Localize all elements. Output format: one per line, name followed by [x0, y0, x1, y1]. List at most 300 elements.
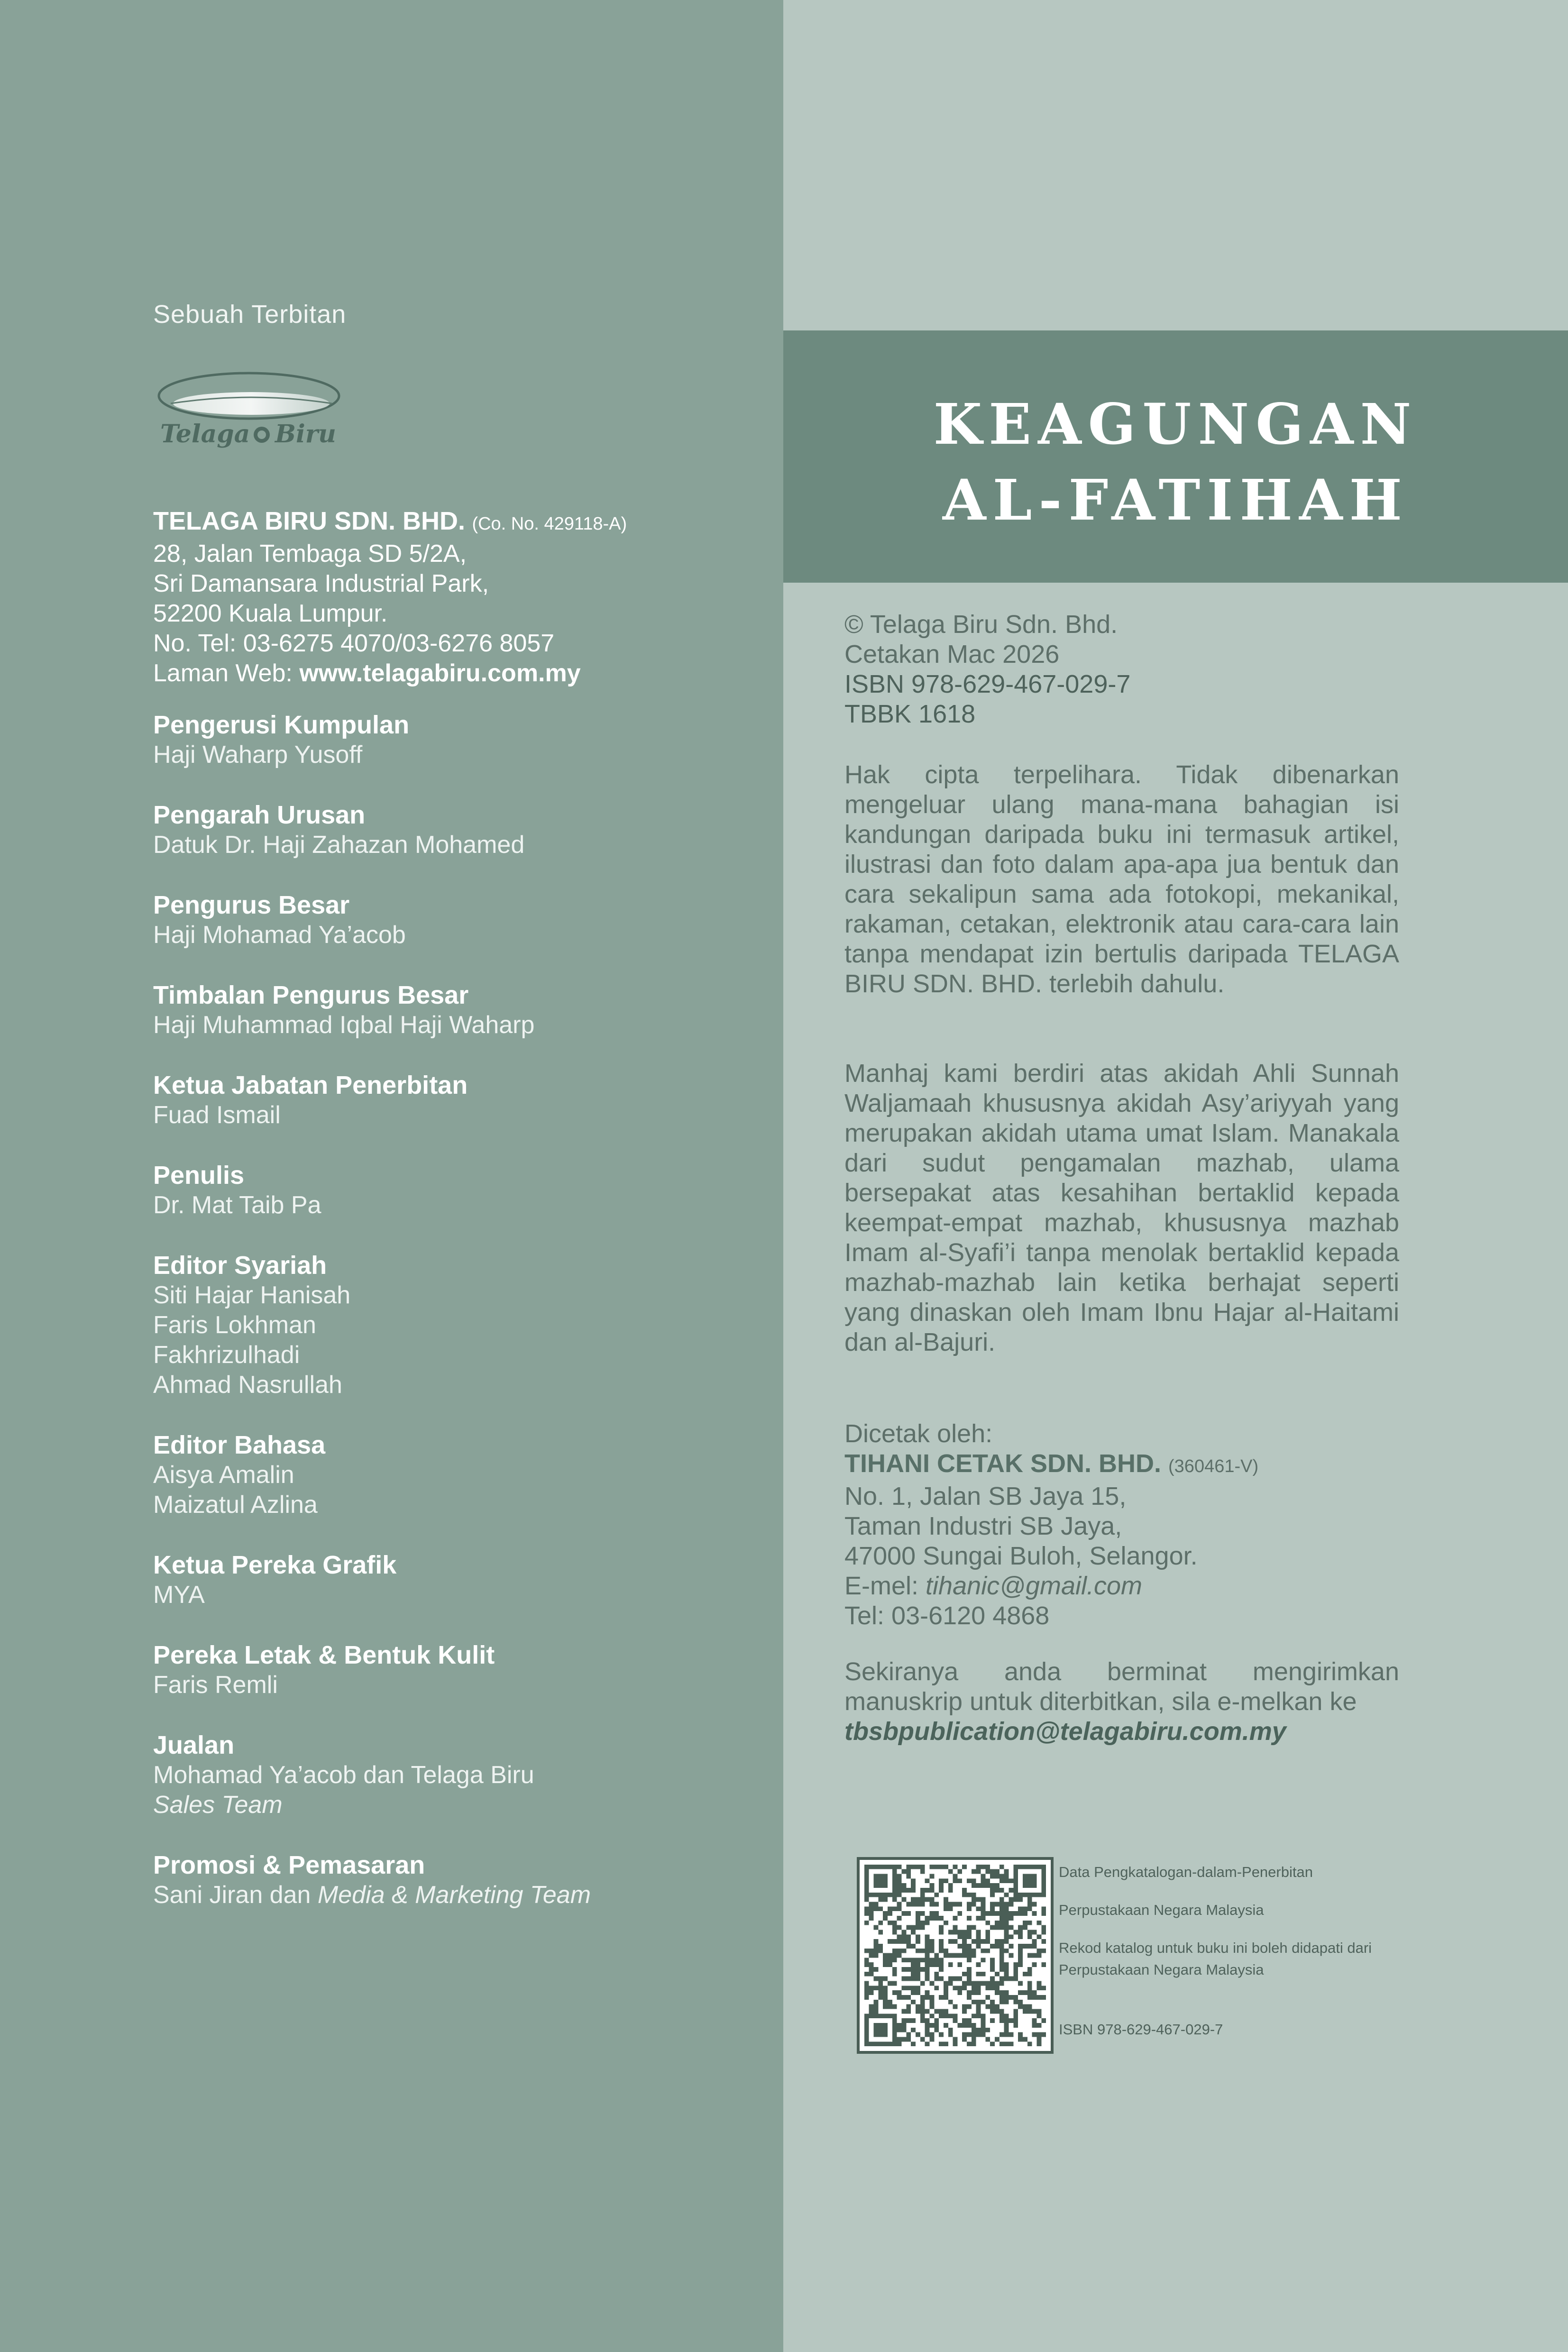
qr-module [906, 1986, 911, 1990]
qr-module [1013, 1930, 1018, 1934]
qr-module [897, 2028, 902, 2032]
qr-module [925, 1958, 930, 1962]
qr-module [976, 1990, 981, 1995]
qr-module [976, 2000, 981, 2004]
qr-module [883, 1962, 888, 1967]
qr-module [1027, 1930, 1032, 1934]
qr-module [972, 2032, 976, 2037]
qr-module [1041, 1878, 1046, 1883]
qr-module [1037, 1995, 1042, 2000]
qr-module [1018, 1953, 1023, 1958]
qr-module [911, 1883, 916, 1888]
qr-module [972, 1897, 976, 1902]
qr-module [939, 2032, 944, 2037]
qr-module [906, 1902, 911, 1906]
credit-role: Ketua Jabatan Penerbitan [153, 1071, 468, 1099]
qr-module [1018, 1911, 1023, 1916]
qr-module [1004, 1934, 1009, 1939]
qr-module [916, 1897, 920, 1902]
qr-module [878, 2028, 883, 2032]
qr-module [929, 1995, 934, 2000]
qr-module [999, 1953, 1004, 1958]
qr-module [944, 1953, 948, 1958]
qr-module [916, 1925, 920, 1930]
qr-module [916, 1958, 920, 1962]
printer-address-line: Taman Industri SB Jaya, [844, 1512, 1122, 1540]
qr-module [892, 2023, 897, 2028]
credit-entry [153, 1161, 760, 1220]
qr-module [1032, 1939, 1037, 1944]
qr-module [925, 1962, 930, 1967]
qr-module [897, 1990, 902, 1995]
qr-module [901, 1977, 906, 1981]
qr-module [972, 1939, 976, 1944]
qr-module [916, 2032, 920, 2037]
qr-module [873, 1977, 878, 1981]
qr-module [925, 1916, 930, 1921]
qr-module [911, 2028, 916, 2032]
qr-module [911, 1897, 916, 1902]
qr-module [1013, 1878, 1018, 1883]
qr-module [1023, 1911, 1027, 1916]
qr-module [944, 1906, 948, 1911]
credit-person: Ahmad Nasrullah [153, 1371, 342, 1399]
qr-module [873, 1967, 878, 1972]
qr-module [985, 1986, 990, 1990]
address-line: Sri Damansara Industrial Park, [153, 570, 489, 597]
qr-module [948, 2028, 953, 2032]
qr-module [957, 1962, 962, 1967]
printer-block [844, 1419, 1399, 1631]
qr-module [1041, 1874, 1046, 1878]
qr-module [873, 2041, 878, 2046]
qr-module [1027, 1906, 1032, 1911]
qr-module [1004, 1949, 1009, 1953]
qr-module [1009, 2032, 1014, 2037]
credit-entry [153, 1550, 760, 1610]
qr-module [1004, 1878, 1009, 1883]
qr-module [888, 1911, 892, 1916]
qr-module [892, 1906, 897, 1911]
qr-module [1027, 1893, 1032, 1897]
qr-module [995, 1883, 999, 1888]
credit-entry [153, 1251, 760, 1400]
qr-module [934, 2018, 939, 2023]
qr-module [1041, 1986, 1046, 1990]
qr-module [972, 2041, 976, 2046]
credit-role: Promosi & Pemasaran [153, 1851, 425, 1879]
qr-module [892, 1939, 897, 1944]
qr-module [883, 2013, 888, 2018]
qr-module [901, 1949, 906, 1953]
qr-module [906, 1977, 911, 1981]
qr-module [916, 1911, 920, 1916]
qr-module [1037, 2037, 1042, 2042]
qr-module [934, 2023, 939, 2028]
qr-module [999, 1878, 1004, 1883]
qr-module [929, 1865, 934, 1869]
qr-module [934, 1958, 939, 1962]
qr-module [1041, 2018, 1046, 2023]
qr-module [901, 1930, 906, 1934]
qr-module [944, 2009, 948, 2014]
qr-module [888, 2000, 892, 2004]
qr-module [976, 1916, 981, 1921]
qr-module [967, 1972, 972, 1977]
qr-module [1027, 1934, 1032, 1939]
credit-role: Ketua Pereka Grafik [153, 1551, 397, 1579]
qr-module [967, 1893, 972, 1897]
qr-module [883, 1865, 888, 1869]
qr-module [990, 1883, 995, 1888]
qr-module [1009, 1911, 1014, 1916]
qr-module [897, 2023, 902, 2028]
qr-module [1013, 1888, 1018, 1893]
qr-module [985, 1949, 990, 1953]
qr-module [897, 1878, 902, 1883]
qr-module [953, 1953, 958, 1958]
qr-module [864, 2028, 869, 2032]
cip-record-note: Rekod katalog untuk buku ini boleh didapati dari Perpustakaan Negara Malaysia [1059, 1940, 1372, 1978]
tbbk-line: TBBK 1618 [844, 700, 976, 728]
qr-module [901, 2018, 906, 2023]
qr-module [911, 1944, 916, 1949]
qr-module [934, 2009, 939, 2014]
qr-module [1023, 1944, 1027, 1949]
qr-module [990, 2000, 995, 2004]
credit-entry [153, 1730, 760, 1820]
qr-module [892, 1897, 897, 1902]
qr-module [999, 1939, 1004, 1944]
credit-person: Faris Remli [153, 1671, 278, 1699]
qr-module [1004, 1995, 1009, 2000]
qr-module [999, 1902, 1004, 1906]
qr-module [934, 1893, 939, 1897]
qr-module [999, 1865, 1004, 1869]
qr-module [864, 1986, 869, 1990]
qr-module [869, 1949, 874, 1953]
qr-module [1037, 1921, 1042, 1925]
qr-module [995, 1986, 999, 1990]
qr-module [1027, 1972, 1032, 1977]
left-panel [0, 0, 783, 2352]
qr-module [864, 1949, 869, 1953]
qr-module [972, 2013, 976, 2018]
qr-module [962, 2032, 967, 2037]
qr-module [878, 1878, 883, 1883]
qr-module [981, 1897, 986, 1902]
qr-module [1018, 2037, 1023, 2042]
qr-module [920, 1925, 925, 1930]
qr-module [953, 1916, 958, 1921]
qr-module [981, 1981, 986, 1986]
qr-module [1004, 1967, 1009, 1972]
qr-module [883, 1874, 888, 1878]
qr-module [999, 1990, 1004, 1995]
qr-module [925, 2023, 930, 2028]
credit-person: Haji Muhammad Iqbal Haji Waharp [153, 1011, 535, 1039]
qr-module [906, 2032, 911, 2037]
qr-module [1027, 1986, 1032, 1990]
qr-module [888, 1958, 892, 1962]
qr-module [864, 1962, 869, 1967]
qr-module [948, 2000, 953, 2004]
qr-module [981, 1911, 986, 1916]
qr-module [999, 1916, 1004, 1921]
qr-module [864, 2032, 869, 2037]
qr-module [967, 2004, 972, 2009]
credit-entry [153, 890, 760, 950]
qr-module [906, 2009, 911, 2014]
qr-module [929, 1962, 934, 1967]
qr-module [1013, 2018, 1018, 2023]
credit-person: Haji Waharp Yusoff [153, 741, 363, 769]
qr-module [1018, 1865, 1023, 1869]
printer-label: Dicetak oleh: [844, 1419, 993, 1448]
qr-module [981, 2013, 986, 2018]
qr-module [1013, 1977, 1018, 1981]
qr-module [878, 1930, 883, 1934]
qr-module [1032, 1995, 1037, 2000]
qr-module [1018, 1958, 1023, 1962]
qr-module [1004, 2000, 1009, 2004]
qr-module [878, 1921, 883, 1925]
qr-module [929, 2037, 934, 2042]
qr-module [962, 2009, 967, 2014]
qr-module [1023, 1874, 1027, 1878]
qr-module [999, 2009, 1004, 2014]
qr-module [1018, 1934, 1023, 1939]
printer-email[interactable]: tihanic@gmail.com [926, 1572, 1143, 1600]
qr-module [1041, 1865, 1046, 1869]
qr-module [967, 1990, 972, 1995]
qr-module [883, 2028, 888, 2032]
qr-module [864, 2023, 869, 2028]
qr-module [892, 1967, 897, 1972]
credit-entry [153, 980, 760, 1040]
qr-module [985, 1995, 990, 2000]
publisher-details [153, 506, 760, 688]
qr-module [999, 1906, 1004, 1911]
qr-module [1032, 1944, 1037, 1949]
qr-module [995, 1939, 999, 1944]
qr-module [1027, 1902, 1032, 1906]
qr-module [995, 1888, 999, 1893]
qr-module [878, 2023, 883, 2028]
qr-module [869, 1972, 874, 1977]
printer-address-line: No. 1, Jalan SB Jaya 15, [844, 1482, 1127, 1510]
credit-role: Pengarah Urusan [153, 801, 366, 829]
qr-module [953, 1925, 958, 1930]
qr-module [967, 1944, 972, 1949]
copyright-block [844, 610, 1399, 729]
qr-module [939, 1967, 944, 1972]
qr-module [892, 2013, 897, 2018]
qr-module [1013, 2023, 1018, 2028]
qr-module [1023, 1865, 1027, 1869]
qr-module [948, 1902, 953, 1906]
qr-module [920, 1967, 925, 1972]
qr-module [869, 2004, 874, 2009]
qr-module [1004, 1911, 1009, 1916]
qr-module [1013, 1897, 1018, 1902]
qr-module [957, 2023, 962, 2028]
qr-module [878, 1874, 883, 1878]
qr-module [906, 1925, 911, 1930]
qr-module [892, 2041, 897, 2046]
qr-module [939, 2041, 944, 2046]
qr-module [925, 1888, 930, 1893]
qr-module [976, 1934, 981, 1939]
qr-module [892, 1878, 897, 1883]
qr-module [906, 1944, 911, 1949]
qr-module [948, 1981, 953, 1986]
qr-module [999, 1944, 1004, 1949]
qr-module [948, 1939, 953, 1944]
submission-email[interactable]: tbsbpublication@telagabiru.com.my [844, 1717, 1286, 1746]
qr-module [934, 1911, 939, 1916]
qr-module [944, 1865, 948, 1869]
qr-module [878, 2013, 883, 2018]
qr-module [901, 1995, 906, 2000]
qr-module [999, 1967, 1004, 1972]
qr-module [873, 1925, 878, 1930]
qr-module [929, 2000, 934, 2004]
qr-module [953, 1865, 958, 1869]
credit-role: Jualan [153, 1731, 235, 1759]
qr-module [995, 1925, 999, 1930]
qr-module [897, 1925, 902, 1930]
qr-module [990, 1977, 995, 1981]
qr-module [939, 1888, 944, 1893]
qr-module [972, 1925, 976, 1930]
qr-module [929, 1874, 934, 1878]
credits-list [153, 710, 760, 1940]
qr-module [1037, 1981, 1042, 1986]
qr-module [878, 2041, 883, 2046]
qr-module [957, 1944, 962, 1949]
qr-module [939, 1865, 944, 1869]
qr-module [944, 1897, 948, 1902]
qr-module [925, 1972, 930, 1977]
qr-module [1018, 1962, 1023, 1967]
qr-module [1018, 1906, 1023, 1911]
qr-module [911, 1902, 916, 1906]
qr-module [1032, 1874, 1037, 1878]
qr-module [906, 1995, 911, 2000]
qr-module [967, 1930, 972, 1934]
qr-module [976, 1986, 981, 1990]
qr-module [929, 2032, 934, 2037]
qr-module [962, 1893, 967, 1897]
qr-module [967, 1949, 972, 1953]
qr-module [972, 2037, 976, 2042]
qr-module [892, 2032, 897, 2037]
qr-module [1009, 1977, 1014, 1981]
qr-module [925, 1949, 930, 1953]
qr-module [967, 1981, 972, 1986]
qr-module [981, 2018, 986, 2023]
credit-entry [153, 1071, 760, 1130]
qr-module [1009, 1995, 1014, 2000]
qr-module [981, 1906, 986, 1911]
qr-module [939, 1883, 944, 1888]
qr-module [920, 2009, 925, 2014]
qr-module [1018, 1897, 1023, 1902]
qr-module [916, 1962, 920, 1967]
qr-module [967, 1902, 972, 1906]
qr-module [981, 1949, 986, 1953]
qr-module [972, 1902, 976, 1906]
qr-module [1013, 1995, 1018, 2000]
qr-module [934, 1902, 939, 1906]
qr-module [901, 1897, 906, 1902]
qr-module [878, 1986, 883, 1990]
qr-module [929, 1939, 934, 1944]
qr-module [944, 1902, 948, 1906]
qr-module [962, 2018, 967, 2023]
qr-module [948, 1962, 953, 1967]
qr-module [925, 1995, 930, 2000]
qr-module [957, 1990, 962, 1995]
credit-person: Mohamad Ya’acob dan Telaga Biru [153, 1761, 534, 1789]
credit-person: Aisya Amalin [153, 1461, 294, 1489]
website-link[interactable]: www.telagabiru.com.my [299, 659, 581, 687]
qr-module [948, 1977, 953, 1981]
qr-module [901, 1934, 906, 1939]
qr-module [883, 2004, 888, 2009]
qr-module [999, 1911, 1004, 1916]
submission-text: Sekiranya anda berminat mengirimkan manuskrip untuk diterbitkan, sila e-melkan ke [844, 1657, 1399, 1716]
qr-module [892, 1865, 897, 1869]
qr-module [925, 1878, 930, 1883]
qr-module [967, 1995, 972, 2000]
qr-module [897, 1995, 902, 2000]
qr-module [985, 2037, 990, 2042]
qr-module [873, 1883, 878, 1888]
qr-module [897, 1902, 902, 1906]
qr-module [878, 1883, 883, 1888]
qr-module [962, 2023, 967, 2028]
qr-module [999, 1925, 1004, 1930]
qr-module [995, 1874, 999, 1878]
qr-module [999, 1995, 1004, 2000]
qr-module [990, 1986, 995, 1990]
qr-module [883, 2000, 888, 2004]
qr-module [1009, 1902, 1014, 1906]
credit-entry [153, 800, 760, 860]
qr-module [869, 1865, 874, 1869]
qr-module [1013, 1962, 1018, 1967]
phone-numbers: No. Tel: 03-6275 4070/03-6276 8057 [153, 630, 555, 657]
qr-module [962, 1972, 967, 1977]
qr-module [892, 1972, 897, 1977]
qr-module [869, 1911, 874, 1916]
qr-module [934, 1977, 939, 1981]
qr-module [972, 1949, 976, 1953]
qr-module [916, 1972, 920, 1977]
qr-module [888, 2041, 892, 2046]
qr-module [995, 2009, 999, 2014]
qr-module [920, 1902, 925, 1906]
qr-module [995, 1869, 999, 1874]
qr-module [939, 1977, 944, 1981]
qr-module [948, 1953, 953, 1958]
qr-module [939, 2013, 944, 2018]
qr-module [869, 1986, 874, 1990]
credit-role: Editor Syariah [153, 1251, 327, 1280]
qr-module [999, 1874, 1004, 1878]
